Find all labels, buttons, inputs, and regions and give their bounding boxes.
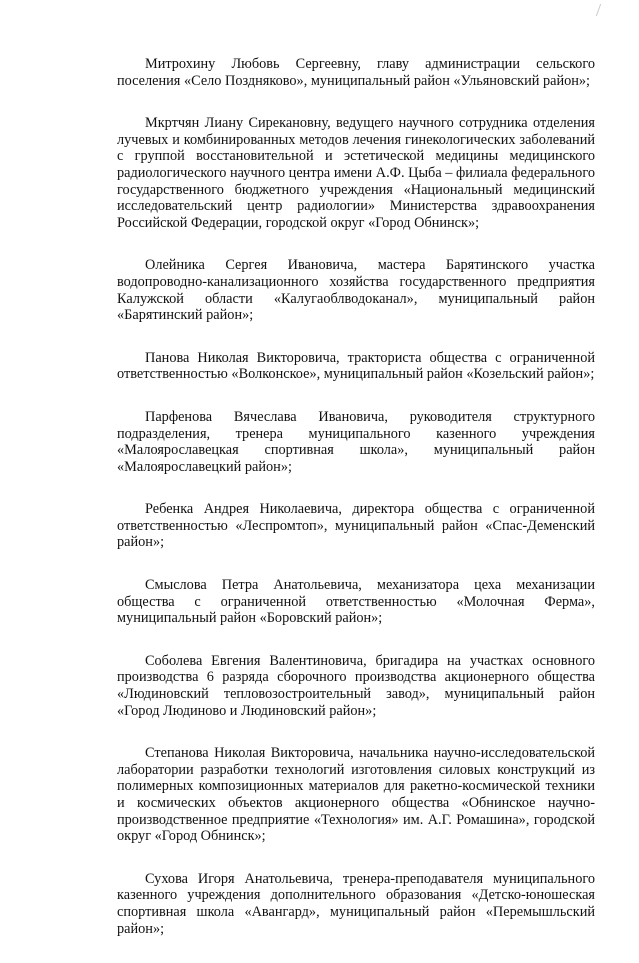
entry-mitrokhina bbox=[117, 56, 595, 89]
entry-oleynik bbox=[117, 257, 595, 323]
entry-mkrtchyan bbox=[117, 115, 595, 231]
entry-text: Олейника Сергея Ивановича, мастера Барятинского участка водопроводно-канализационного хозяйства государственного предприятия Калужской области «Калугаоблводоканал», муниципальный район «Барятинский район»; bbox=[117, 257, 595, 324]
entry-text: Соболева Евгения Валентиновича, бригадира на участках основного производства 6 разряда сборочного производства акционерного общества «Людиновский тепловозостроительный завод», муниципальный район «Город Людиново и Людиновский район»; bbox=[117, 652, 595, 719]
entry-smyslov bbox=[117, 577, 595, 627]
entry-text: Степанова Николая Викторовича, начальника научно-исследовательской лаборатории разработки технологий изготовления силовых конструкций из полимерных композиционных материалов для ракетно-космической техники и космических объектов акционерного общества «Обнинское научно-производственное предприятие «Технология» им. А.Г. Ромашина», городской округ «Город Обнинск»; bbox=[117, 745, 595, 845]
entry-text: Ребенка Андрея Николаевича, директора общества с ограниченной ответственностью «Леспромтоп», муниципальный район «Спас-Деменский район»; bbox=[117, 501, 595, 551]
corner-mark bbox=[596, 4, 609, 16]
entry-text: Митрохину Любовь Сергеевну, главу администрации сельского поселения «Село Поздняково», муниципальный район «Ульяновский район»; bbox=[117, 56, 595, 89]
entry-text: Смыслова Петра Анатольевича, механизатора цеха механизации общества с ограниченной ответственностью «Молочная Ферма», муниципальный район «Боровский район»; bbox=[117, 577, 595, 627]
entry-text: Мкртчян Лиану Сирекановну, ведущего научного сотрудника отделения лучевых и комбинированных методов лечения гинекологических заболеваний с группой восстановительной и эстетической медицины медицинского радиологического научного центра имени А.Ф. Цыба – филиала федерального государственного бюджетного учреждения «Национальный медицинский исследовательский центр радиологии» Министерства здравоохранения Российской Федерации, городской округ «Город Обнинск»; bbox=[117, 115, 595, 231]
entry-stepanov bbox=[117, 745, 595, 845]
entry-parfenov bbox=[117, 409, 595, 475]
entry-text: Парфенова Вячеслава Ивановича, руководителя структурного подразделения, тренера муниципального казенного учреждения «Малоярославецкая спортивная школа», муниципальный район «Малоярославецкий район»; bbox=[117, 408, 595, 475]
entry-sobolev bbox=[117, 653, 595, 719]
entry-rebenok bbox=[117, 501, 595, 551]
entry-text: Панова Николая Викторовича, тракториста общества с ограниченной ответственностью «Волконское», муниципальный район «Козельский район»; bbox=[117, 349, 595, 383]
entry-sukhov bbox=[117, 871, 595, 937]
entries-list bbox=[117, 56, 595, 963]
entry-panov bbox=[117, 350, 595, 383]
entry-text: Сухова Игоря Анатольевича, тренера-преподавателя муниципального казенного учреждения дополнительного образования «Детско-юношеская спортивная школа «Авангард», муниципальный район «Перемышльский район»; bbox=[117, 870, 595, 937]
